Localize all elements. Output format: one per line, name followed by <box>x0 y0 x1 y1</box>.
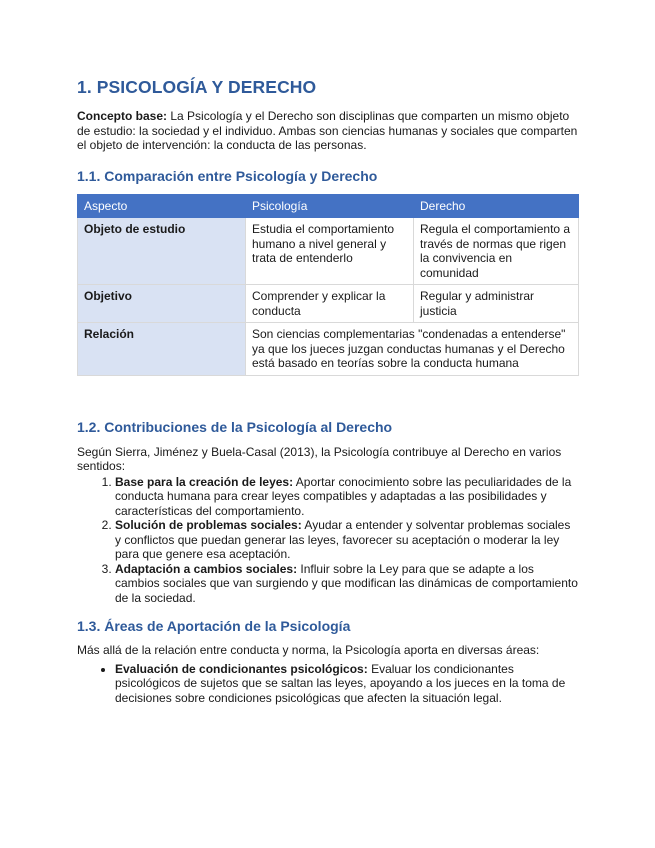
list-item <box>115 475 579 519</box>
list-item-text: Ayudar a entender y solventar problemas sociales y conflictos que puedan generar las leyes, favorecer su aceptación o moderar la ley para que genere esa aceptación. <box>115 518 571 561</box>
table-header-law: Derecho <box>414 194 579 218</box>
table-header-psychology: Psicología <box>246 194 414 218</box>
contributions-intro: Según Sierra, Jiménez y Buela-Casal (2013), la Psicología contribuye al Derecho en varios sentidos: <box>77 444 562 473</box>
document-content <box>77 76 579 705</box>
list-item-label: Evaluación de condicionantes psicológicos: <box>115 661 368 676</box>
intro-text: La Psicología y el Derecho son disciplinas que comparten un mismo objeto de estudio: la sociedad y el individuo. Ambas son ciencias humanas y sociales que comparten el objeto de intervención: la conducta de las personas. <box>77 109 578 152</box>
table-row <box>78 323 579 376</box>
areas-intro: Más allá de la relación entre conducta y norma, la Psicología aporta en diversas áreas: <box>77 643 540 657</box>
table-cell: Regular y administrar justicia <box>414 285 579 323</box>
list-item-text: Influir sobre la Ley para que se adapte a los cambios sociales que van surgiendo y que modifican las dinámicas de comportamiento de la sociedad. <box>115 561 578 605</box>
table-header-row <box>78 194 579 218</box>
list-item-text: Evaluar los condicionantes psicológicos de sujetos que se saltan las leyes, apoyando a los jueces en la toma de decisiones sobre condiciones psicológicas que afecten la situación legal. <box>115 661 566 705</box>
areas-list <box>77 662 579 706</box>
table-cell-merged: Son ciencias complementarias "condenadas a entenderse" ya que los jueces juzgan conductas humanas y el Derecho está basado en teorías sobre la conducta humana <box>246 323 579 376</box>
list-item-text: Aportar conocimiento sobre las peculiaridades de la conducta humana para crear leyes compatibles y adaptadas a las posibilidades y características del comportamiento. <box>115 474 572 518</box>
section-heading-comparison: 1.1. Comparación entre Psicología y Derecho <box>77 167 378 184</box>
table-row <box>78 285 579 323</box>
section-heading-contributions: 1.2. Contribuciones de la Psicología al Derecho <box>77 418 393 435</box>
table-cell-aspect: Relación <box>78 323 246 376</box>
contributions-list <box>77 475 579 606</box>
list-item <box>115 662 579 706</box>
table-cell: Comprender y explicar la conducta <box>246 285 414 323</box>
list-item-label: Base para la creación de leyes: <box>115 474 294 489</box>
comparison-table <box>77 194 579 376</box>
intro-label: Concepto base: <box>77 109 168 123</box>
page-title: 1. PSICOLOGÍA Y DERECHO <box>77 77 317 97</box>
table-cell: Estudia el comportamiento humano a nivel general y trata de entenderlo <box>246 218 414 285</box>
table-cell-aspect: Objeto de estudio <box>78 218 246 285</box>
list-item-label: Solución de problemas sociales: <box>115 518 302 532</box>
intro-paragraph <box>77 109 579 153</box>
list-item <box>115 562 579 606</box>
section-heading-areas: 1.3. Áreas de Aportación de la Psicología <box>77 618 351 634</box>
list-item <box>115 518 579 562</box>
table-cell-aspect: Objetivo <box>78 285 246 323</box>
table-cell: Regula el comportamiento a través de normas que rigen la convivencia en comunidad <box>414 218 579 285</box>
list-item-label: Adaptación a cambios sociales: <box>115 561 298 576</box>
table-header-aspect: Aspecto <box>78 194 246 218</box>
table-row <box>78 218 579 285</box>
